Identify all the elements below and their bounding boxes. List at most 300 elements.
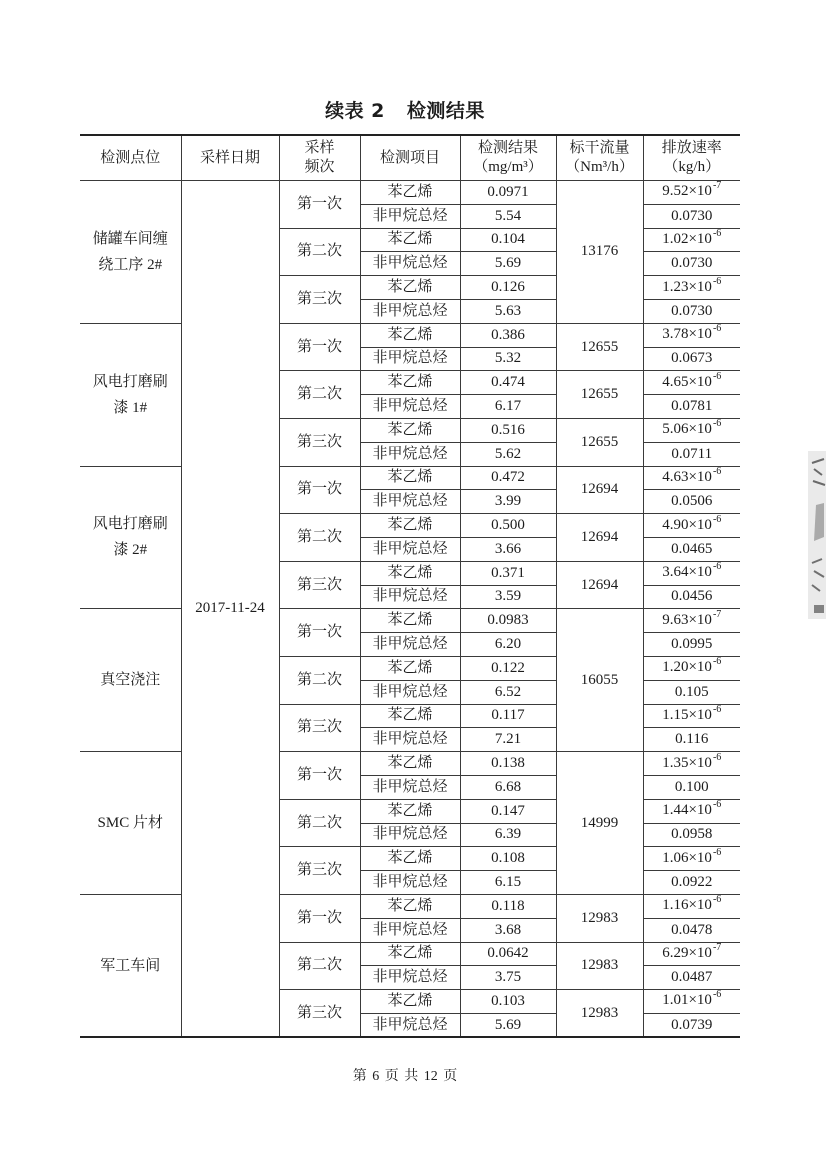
title-main: 检测结果	[406, 100, 485, 122]
rate-cell	[643, 204, 740, 228]
result-cell	[460, 942, 556, 966]
sampling-label: 第三次	[296, 719, 342, 736]
result-value: 0.516	[491, 421, 525, 438]
rate-cell	[643, 347, 740, 371]
flow-cell	[556, 752, 643, 895]
result-value: 5.62	[494, 445, 522, 462]
rate-value: 0.0711	[671, 445, 713, 462]
rate-exponent: -6	[712, 370, 722, 382]
item-name: 苯乙烯	[387, 659, 433, 676]
item-cell	[360, 990, 460, 1014]
header-result	[460, 135, 556, 181]
item-name: 苯乙烯	[387, 326, 433, 343]
location-cell	[80, 466, 181, 609]
sampling-label: 第一次	[296, 624, 342, 641]
header-line: 检测点位	[100, 149, 161, 166]
rate-cell	[643, 418, 740, 442]
rate-value: 0.0922	[671, 874, 713, 890]
rate-mantissa: 1.23×10	[662, 278, 712, 295]
sampling-cell	[279, 942, 360, 990]
item-name: 非甲烷总烃	[372, 398, 448, 415]
sampling-cell	[279, 609, 360, 657]
item-name: 非甲烷总烃	[372, 207, 448, 224]
sampling-cell	[279, 323, 360, 371]
result-value: 3.66	[494, 540, 522, 557]
rate-value: 0.0478	[671, 921, 713, 938]
result-cell	[460, 466, 556, 490]
table-row	[80, 752, 740, 776]
item-name: 苯乙烯	[387, 469, 433, 486]
item-cell	[360, 181, 460, 205]
item-name: 非甲烷总烃	[372, 255, 448, 272]
result-cell	[460, 918, 556, 942]
rate-cell	[643, 728, 740, 752]
table-row	[80, 323, 740, 347]
flow-value: 12983	[580, 957, 619, 974]
location-cell	[80, 894, 181, 1037]
sampling-cell	[279, 466, 360, 514]
rate-cell	[643, 775, 740, 799]
sampling-cell	[279, 561, 360, 609]
result-cell	[460, 847, 556, 871]
rate-exponent: -6	[712, 846, 722, 858]
header-line: 排放速率	[661, 140, 722, 156]
sampling-label: 第二次	[296, 243, 342, 260]
item-cell	[360, 918, 460, 942]
result-cell	[460, 966, 556, 990]
result-cell	[460, 395, 556, 419]
item-name: 苯乙烯	[387, 755, 433, 772]
result-value: 6.20	[494, 636, 522, 653]
result-value: 0.118	[491, 897, 525, 914]
sampling-label: 第三次	[296, 1004, 342, 1021]
rate-cell	[643, 252, 740, 276]
table-row	[80, 181, 740, 205]
rate-cell	[643, 704, 740, 728]
rate-exponent: -7	[712, 942, 722, 953]
location-name-line: 风电打磨刷	[92, 516, 168, 533]
flow-value: 12655	[580, 433, 619, 450]
page-title	[75, 96, 735, 123]
result-cell	[460, 204, 556, 228]
flow-cell	[556, 418, 643, 466]
item-cell	[360, 466, 460, 490]
rate-value: 0.0465	[671, 540, 713, 557]
sampling-cell	[279, 371, 360, 419]
header-line: 检测结果	[477, 140, 538, 156]
rate-exponent: -6	[712, 751, 722, 763]
item-name: 非甲烷总烃	[372, 921, 448, 938]
rate-mantissa: 3.64×10	[662, 564, 712, 581]
result-value: 7.21	[494, 731, 522, 748]
rate-exponent: -6	[712, 228, 722, 239]
rate-value: 0.0487	[671, 969, 713, 986]
rate-cell	[643, 871, 740, 895]
result-value: 6.15	[494, 874, 522, 890]
sampling-label: 第三次	[296, 862, 342, 879]
item-cell	[360, 1013, 460, 1037]
item-name: 非甲烷总烃	[372, 874, 448, 890]
flow-cell	[556, 371, 643, 419]
result-cell	[460, 181, 556, 205]
header-line: 采样	[304, 140, 335, 156]
sampling-label: 第二次	[296, 528, 342, 545]
item-cell	[360, 894, 460, 918]
item-cell	[360, 276, 460, 300]
rate-mantissa: 1.02×10	[662, 230, 712, 247]
flow-value: 12983	[580, 909, 619, 926]
rate-exponent: -6	[712, 799, 722, 811]
header-line: （mg/m³）	[473, 159, 543, 175]
header-line: （Nm³/h）	[565, 159, 634, 175]
result-value: 5.69	[494, 1016, 522, 1033]
result-cell	[460, 633, 556, 657]
rate-cell	[643, 181, 740, 205]
result-value: 5.69	[494, 255, 522, 272]
item-cell	[360, 680, 460, 704]
result-cell	[460, 704, 556, 728]
rate-value: 0.105	[674, 683, 709, 700]
item-name: 非甲烷总烃	[372, 969, 448, 986]
result-value: 6.17	[494, 398, 522, 415]
table-row	[80, 466, 740, 490]
rate-cell	[643, 371, 740, 395]
rate-value: 0.100	[674, 778, 709, 795]
item-cell	[360, 585, 460, 609]
item-name: 苯乙烯	[387, 279, 433, 296]
result-value: 3.75	[494, 969, 522, 986]
result-cell	[460, 323, 556, 347]
item-name: 苯乙烯	[387, 612, 433, 629]
result-value: 5.32	[494, 350, 522, 367]
item-cell	[360, 847, 460, 871]
rate-exponent: -6	[712, 418, 722, 430]
rate-mantissa: 9.63×10	[662, 611, 712, 628]
sampling-cell	[279, 514, 360, 562]
item-cell	[360, 823, 460, 847]
flow-value: 16055	[580, 671, 619, 688]
result-cell	[460, 585, 556, 609]
result-value: 0.386	[491, 326, 525, 343]
rate-cell	[643, 299, 740, 323]
rate-value: 0.0730	[671, 207, 713, 224]
result-cell	[460, 728, 556, 752]
flow-cell	[556, 942, 643, 990]
item-cell	[360, 752, 460, 776]
location-name-line: 漆 1#	[113, 399, 148, 416]
item-cell	[360, 656, 460, 680]
item-cell	[360, 966, 460, 990]
rate-value: 0.0739	[671, 1016, 713, 1033]
rate-cell	[643, 490, 740, 514]
flow-cell	[556, 514, 643, 562]
result-value: 0.103	[491, 992, 525, 1009]
rate-cell	[643, 514, 740, 538]
rate-mantissa: 1.44×10	[662, 802, 712, 819]
rate-value: 0.0781	[671, 398, 713, 415]
rate-cell	[643, 442, 740, 466]
rate-exponent: -6	[712, 704, 722, 715]
item-name: 苯乙烯	[387, 850, 433, 867]
result-value: 0.371	[491, 564, 525, 581]
rate-value: 0.0958	[671, 826, 713, 843]
rate-mantissa: 1.01×10	[662, 992, 712, 1009]
result-cell	[460, 871, 556, 895]
result-cell	[460, 752, 556, 776]
rate-cell	[643, 395, 740, 419]
sampling-cell	[279, 181, 360, 229]
sampling-label: 第二次	[296, 671, 342, 688]
location-name-line: 储罐车间缠	[92, 230, 168, 247]
result-value: 0.472	[491, 469, 525, 486]
item-name: 苯乙烯	[387, 945, 433, 962]
flow-cell	[556, 609, 643, 752]
rate-cell	[643, 894, 740, 918]
rate-mantissa: 5.06×10	[662, 421, 712, 438]
sampling-cell	[279, 276, 360, 324]
rate-exponent: -6	[712, 513, 722, 525]
table-header	[80, 135, 740, 181]
sampling-label: 第二次	[296, 957, 342, 974]
result-value: 0.0971	[487, 183, 529, 200]
location-name-line: 风电打磨刷	[92, 373, 168, 390]
item-cell	[360, 871, 460, 895]
rate-cell	[643, 633, 740, 657]
header-frequency	[279, 135, 360, 181]
location-name-line: 真空浇注	[100, 672, 161, 689]
sampling-label: 第三次	[296, 576, 342, 593]
header-line: 频次	[304, 159, 335, 175]
flow-value: 12983	[580, 1004, 619, 1021]
item-cell	[360, 371, 460, 395]
date-cell	[181, 181, 279, 1038]
item-cell	[360, 775, 460, 799]
rate-exponent: -6	[712, 275, 722, 287]
sampling-cell	[279, 894, 360, 942]
rate-cell	[643, 585, 740, 609]
rate-cell	[643, 537, 740, 561]
result-cell	[460, 514, 556, 538]
sampling-cell	[279, 656, 360, 704]
item-name: 苯乙烯	[387, 802, 433, 819]
sampling-label: 第一次	[296, 195, 342, 212]
result-cell	[460, 823, 556, 847]
item-name: 非甲烷总烃	[372, 302, 448, 319]
header-location	[80, 135, 181, 181]
rate-value: 0.0673	[671, 350, 713, 367]
sampling-label: 第一次	[296, 766, 342, 783]
result-value: 0.0642	[487, 945, 529, 962]
sampling-cell	[279, 847, 360, 895]
rate-value: 0.0456	[671, 588, 713, 605]
item-cell	[360, 537, 460, 561]
sampling-date: 2017-11-24	[195, 600, 265, 617]
result-cell	[460, 228, 556, 252]
table-body	[80, 181, 740, 1038]
header-line: 采样日期	[199, 149, 260, 166]
location-name-line: 绕工序 2#	[98, 256, 163, 273]
rate-cell	[643, 276, 740, 300]
item-cell	[360, 204, 460, 228]
rate-mantissa: 1.15×10	[662, 706, 712, 723]
rate-mantissa: 9.52×10	[662, 183, 712, 200]
result-value: 5.54	[494, 207, 522, 224]
header-row	[80, 135, 740, 181]
flow-cell	[556, 990, 643, 1038]
rate-exponent: -6	[712, 561, 722, 573]
flow-value: 12655	[580, 338, 619, 355]
title-prefix: 续表 2	[325, 100, 385, 122]
result-value: 3.99	[494, 493, 522, 510]
rate-value: 0.0730	[671, 255, 713, 272]
item-name: 非甲烷总烃	[372, 778, 448, 795]
item-cell	[360, 299, 460, 323]
result-cell	[460, 609, 556, 633]
rate-mantissa: 1.35×10	[662, 754, 712, 771]
header-rate	[643, 135, 740, 181]
header-line: 检测项目	[379, 149, 440, 166]
sampling-cell	[279, 418, 360, 466]
result-cell	[460, 299, 556, 323]
location-cell	[80, 752, 181, 895]
rate-cell	[643, 680, 740, 704]
item-cell	[360, 942, 460, 966]
rate-exponent: -6	[712, 323, 722, 335]
item-cell	[360, 799, 460, 823]
item-name: 苯乙烯	[387, 897, 433, 914]
rate-mantissa: 3.78×10	[662, 326, 712, 343]
result-cell	[460, 442, 556, 466]
sampling-label: 第二次	[296, 814, 342, 831]
item-cell	[360, 514, 460, 538]
rate-exponent: -7	[712, 608, 722, 620]
rate-exponent: -6	[712, 894, 722, 906]
table-row	[80, 894, 740, 918]
item-cell	[360, 395, 460, 419]
result-cell	[460, 990, 556, 1014]
rate-cell	[643, 1013, 740, 1037]
result-cell	[460, 894, 556, 918]
rate-cell	[643, 656, 740, 680]
item-name: 非甲烷总烃	[372, 636, 448, 653]
sampling-label: 第一次	[296, 338, 342, 355]
seal-fragment	[800, 445, 826, 625]
sampling-label: 第三次	[296, 433, 342, 450]
result-cell	[460, 799, 556, 823]
rate-exponent: -7	[712, 180, 722, 192]
sampling-label: 第三次	[296, 290, 342, 307]
rate-cell	[643, 752, 740, 776]
rate-cell	[643, 942, 740, 966]
sampling-cell	[279, 228, 360, 276]
rate-cell	[643, 966, 740, 990]
rate-mantissa: 4.63×10	[662, 468, 712, 485]
location-name-line: SMC 片材	[97, 815, 163, 832]
result-cell	[460, 276, 556, 300]
item-cell	[360, 704, 460, 728]
result-cell	[460, 347, 556, 371]
item-cell	[360, 728, 460, 752]
item-name: 苯乙烯	[387, 183, 433, 200]
result-cell	[460, 656, 556, 680]
sampling-cell	[279, 990, 360, 1038]
flow-cell	[556, 561, 643, 609]
result-cell	[460, 775, 556, 799]
result-value: 0.474	[491, 374, 525, 391]
item-cell	[360, 228, 460, 252]
flow-cell	[556, 466, 643, 514]
result-cell	[460, 537, 556, 561]
rate-exponent: -6	[712, 656, 722, 668]
rate-exponent: -6	[712, 989, 722, 1001]
sampling-cell	[279, 704, 360, 752]
result-value: 6.39	[494, 826, 522, 843]
rate-mantissa: 4.65×10	[662, 373, 712, 390]
result-value: 5.63	[494, 302, 522, 319]
sampling-label: 第一次	[296, 481, 342, 498]
result-value: 0.126	[491, 279, 525, 296]
result-cell	[460, 680, 556, 704]
item-cell	[360, 347, 460, 371]
rate-mantissa: 1.16×10	[662, 897, 712, 914]
result-value: 3.59	[494, 588, 522, 605]
rate-cell	[643, 228, 740, 252]
location-cell	[80, 609, 181, 752]
result-cell	[460, 561, 556, 585]
sampling-cell	[279, 752, 360, 800]
header-item	[360, 135, 460, 181]
rate-mantissa: 4.90×10	[662, 516, 712, 533]
result-value: 0.0983	[487, 612, 529, 629]
flow-value: 12694	[580, 528, 619, 545]
result-value: 0.147	[491, 802, 525, 819]
item-cell	[360, 561, 460, 585]
item-name: 苯乙烯	[387, 517, 433, 534]
sampling-label: 第一次	[296, 909, 342, 926]
rate-mantissa: 1.20×10	[662, 659, 712, 676]
flow-cell	[556, 323, 643, 371]
item-name: 非甲烷总烃	[372, 731, 448, 748]
result-cell	[460, 490, 556, 514]
result-value: 0.500	[491, 517, 525, 534]
item-name: 非甲烷总烃	[372, 350, 448, 367]
flow-value: 14999	[580, 814, 619, 831]
item-name: 苯乙烯	[387, 231, 433, 248]
rate-mantissa: 1.06×10	[662, 849, 712, 866]
item-cell	[360, 418, 460, 442]
result-value: 0.122	[491, 659, 525, 676]
flow-value: 12655	[580, 386, 619, 403]
flow-value: 12694	[580, 576, 619, 593]
result-cell	[460, 418, 556, 442]
result-value: 0.138	[491, 755, 525, 772]
item-name: 苯乙烯	[387, 374, 433, 391]
rate-cell	[643, 466, 740, 490]
flow-cell	[556, 894, 643, 942]
item-name: 苯乙烯	[387, 564, 433, 581]
flow-cell	[556, 181, 643, 324]
header-line: 标干流量	[569, 140, 630, 156]
rate-cell	[643, 823, 740, 847]
item-name: 非甲烷总烃	[372, 445, 448, 462]
header-line: （kg/h）	[663, 159, 721, 175]
rate-value: 0.0506	[671, 493, 713, 510]
item-cell	[360, 490, 460, 514]
header-date	[181, 135, 279, 181]
header-flow	[556, 135, 643, 181]
location-cell	[80, 323, 181, 466]
location-cell	[80, 181, 181, 324]
